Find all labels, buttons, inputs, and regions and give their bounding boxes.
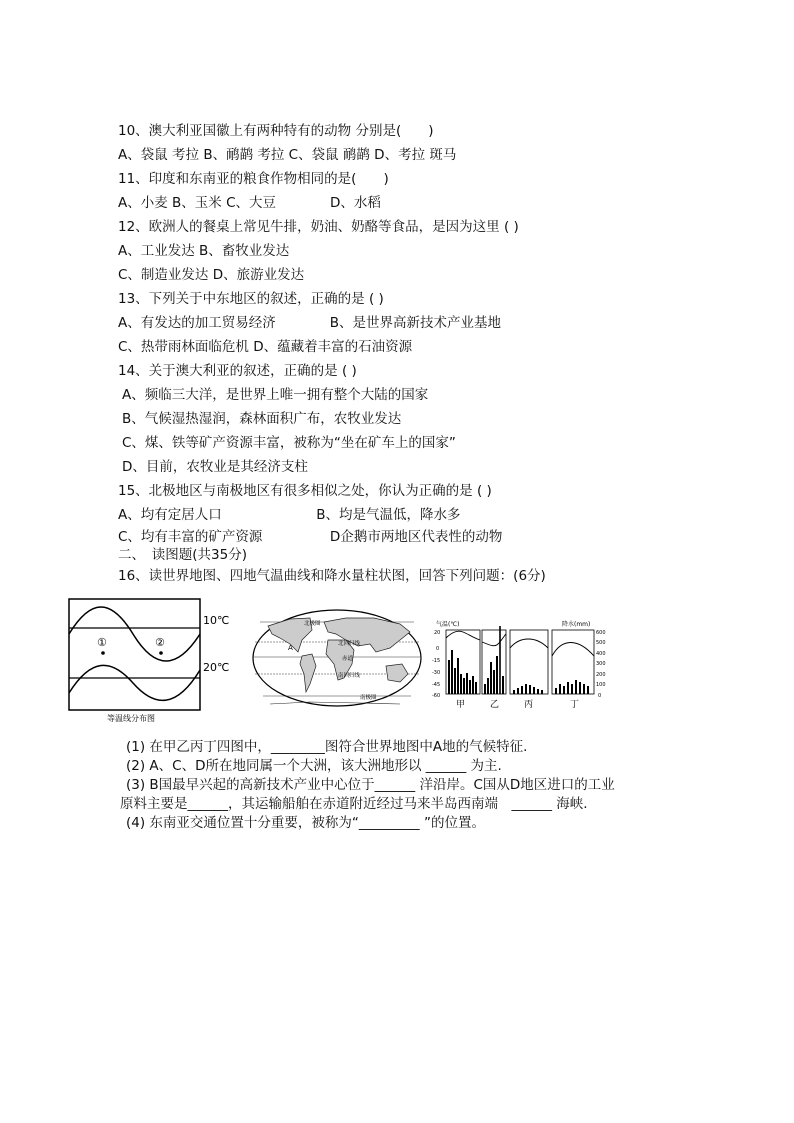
precip-tick-500: 500 <box>596 640 606 646</box>
q14-option-b: B、气候湿热湿润，森林面积广布，农牧业发达 <box>122 411 402 427</box>
isotherm-curve-10 <box>69 607 200 661</box>
q13-options-ab: A、有发达的加工贸易经济 B、是世界高新技术产业基地 <box>118 315 501 331</box>
isotherm-point-1-label: ① <box>97 636 107 649</box>
climate-panel-ding <box>552 630 594 694</box>
isotherm-point-1-dot <box>101 651 105 655</box>
isotherm-point-2-dot <box>159 651 163 655</box>
precip-tick-200: 200 <box>596 672 606 678</box>
isotherm-label-20: 20℃ <box>203 661 230 674</box>
q16-text: 16、读世界地图、四地气温曲线和降水量柱状图，回答下列问题：(6分) <box>118 568 546 584</box>
q15-options-ab: A、均有定居人口 B、均是气温低，降水多 <box>118 507 461 523</box>
panel-label-jia: 甲 <box>456 700 466 710</box>
q14-text: 14、关于澳大利亚的叙述，正确的是 ( ) <box>118 363 357 379</box>
q11-text: 11、印度和东南亚的粮食作物相同的是( ) <box>118 171 389 187</box>
q13-text: 13、下列关于中东地区的叙述，正确的是 ( ) <box>118 291 384 307</box>
temp-tick-20: 20 <box>434 630 441 636</box>
q14-option-a: A、频临三大洋，是世界上唯一拥有整个大陆的国家 <box>122 387 429 403</box>
temp-tick-minus30: -30 <box>432 670 441 676</box>
panel-label-yi: 乙 <box>490 700 500 710</box>
climate-panel-yi <box>482 626 506 694</box>
q11-options: A、小麦 B、玉米 C、大豆 D、水稻 <box>118 195 381 211</box>
temp-tick-minus15: -15 <box>432 658 441 664</box>
q14-option-d: D、目前，农牧业是其经济支柱 <box>122 459 308 475</box>
q10-options: A、袋鼠 考拉 B、鸸鹋 考拉 C、袋鼠 鸸鹋 D、考拉 斑马 <box>118 147 457 163</box>
climate-panel-bing <box>510 630 548 694</box>
precip-tick-0: 0 <box>598 693 602 699</box>
precip-tick-400: 400 <box>596 651 606 657</box>
climate-charts-figure <box>428 618 608 716</box>
q14-option-c: C、煤、铁等矿产资源丰富，被称为“坐在矿车上的国家” <box>122 435 456 451</box>
tropic-capricorn-label: 南回归线 <box>338 673 361 679</box>
world-map-figure <box>250 604 425 716</box>
equator-label: 赤道 <box>342 656 354 662</box>
isotherm-point-2-label: ② <box>155 636 165 649</box>
q16-part-3-line-2: 原料主要是______，其运输船舶在赤道附近经过马来半岛西南端 ______ 海峡. <box>120 796 588 812</box>
temperature-axis-title: 气温(℃) <box>436 621 460 628</box>
q12-text: 12、欧洲人的餐桌上常见牛排，奶油、奶酪等食品，是因为这里 ( ) <box>118 219 519 235</box>
section-2-heading: 二、 读图题(共35分) <box>118 547 247 563</box>
precip-tick-300: 300 <box>596 661 606 667</box>
isotherm-figure <box>66 598 240 724</box>
q12-options-cd: C、制造业发达 D、旅游业发达 <box>118 267 305 283</box>
temp-tick-0: 0 <box>436 646 440 652</box>
q16-part-1: (1) 在甲乙丙丁四图中，________图符合世界地图中A地的气候特征. <box>126 739 528 755</box>
q12-options-ab: A、工业发达 B、畜牧业发达 <box>118 243 290 259</box>
precipitation-axis-title: 降水(mm) <box>562 621 591 628</box>
panel-label-bing: 丙 <box>524 700 534 710</box>
isotherm-curve-20 <box>69 665 200 700</box>
isotherm-label-10: 10℃ <box>203 614 230 627</box>
panel-label-ding: 丁 <box>570 700 580 710</box>
q15-options-cd: C、均有丰富的矿产资源 D企鹅市两地区代表性的动物 <box>118 529 503 545</box>
climate-panel-jia <box>446 630 480 694</box>
map-label-a: A <box>288 644 293 652</box>
isotherm-caption: 等温线分布图 <box>107 714 155 723</box>
temp-tick-minus45: -45 <box>432 682 441 688</box>
precip-tick-600: 600 <box>596 630 606 636</box>
tropic-cancer-label: 北回归线 <box>338 641 361 647</box>
q16-part-3-line-1: (3) B国最早兴起的高新技术产业中心位于______ 洋沿岸。C国从D地区进口的工业 <box>126 777 615 793</box>
temp-tick-minus60: -60 <box>432 693 441 699</box>
q16-part-2: (2) A、C、D所在地同属一个大洲，该大洲地形以 ______ 为主. <box>126 758 502 774</box>
q15-text: 15、北极地区与南极地区有很多相似之处，你认为正确的是 ( ) <box>118 483 492 499</box>
q16-part-4: (4) 东南亚交通位置十分重要，被称为“_________ ”的位置。 <box>126 815 485 831</box>
q13-options-cd: C、热带雨林面临危机 D、蕴藏着丰富的石油资源 <box>118 339 413 355</box>
south-polar-label: 南极圈 <box>360 695 377 701</box>
q10-text: 10、澳大利亚国徽上有两种特有的动物 分别是( ) <box>118 123 434 139</box>
north-polar-label: 北极圈 <box>304 621 321 627</box>
precip-tick-100: 100 <box>596 682 606 688</box>
